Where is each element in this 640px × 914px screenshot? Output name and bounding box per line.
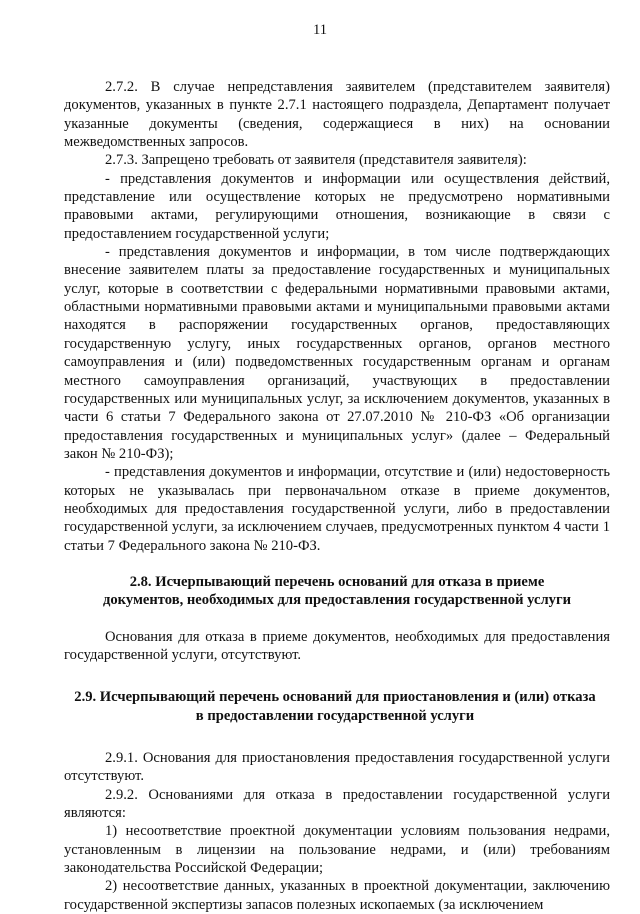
list-item-reason-1: 1) несоответствие проектной документации условиям пользования недрами, установленным в лицензии на пользование недрами, и (или) требованиям законодательства Российской Федерации; — [64, 823, 610, 877]
section-heading-2-9-line-1: 2.9. Исчерпывающий перечень оснований для приостановления и (или) отказа — [74, 689, 596, 706]
paragraph-2-9-2: 2.9.2. Основаниями для отказа в предоставлении государственной услуги являются: — [64, 786, 610, 822]
paragraph-2-7-2: 2.7.2. В случае непредставления заявителем (представителем заявителя) документов, указанных в пункте 2.7.1 настоящего подраздела, Департамент получает указанные документы (сведения, содержащиеся в них) на основании межведомственных запросов. — [64, 79, 610, 151]
paragraph-2-9-1: 2.9.1. Основания для приостановления предоставления государственной услуги отсутствуют. — [64, 750, 610, 785]
section-heading-2-8 — [64, 573, 610, 610]
page-body — [64, 78, 610, 914]
page-number: 11 — [312, 22, 328, 38]
paragraph-2-7-3: 2.7.3. Запрещено требовать от заявителя (представителя заявителя): — [105, 152, 527, 169]
section-heading-2-9-line-2: в предоставлении государственной услуги — [195, 707, 475, 724]
list-item-1: - представления документов и информации или осуществления действий, представление или осуществление которых не предусмотрено нормативными правовыми актами, регулирующими отношения, возникающие в связи с предоставлением государственной услуги; — [64, 170, 610, 242]
list-item-reason-2: 2) несоответствие данных, указанных в проектной документации, заключению государственной экспертизы запасов полезных ископаемых (за исключением — [64, 878, 610, 913]
section-heading-2-8-line-2: документов, необходимых для предоставления государственной услуги — [103, 592, 571, 609]
paragraph-2-8-body: Основания для отказа в приеме документов, необходимых для предоставления государственной услуги, отсутствуют. — [64, 628, 610, 663]
list-item-2: - представления документов и информации, в том числе подтверждающих внесение заявителем платы за предоставление государственных и муниципальных услуг, которые в соответствии с федеральными нормативными правовыми актами, областными нормативными правовыми актами и муниципальными правовыми актами находятся в распоряжении государственных органов, предоставляющих государственную услугу, иных государственных органов, органов местного самоуправления и (или) подведомственных государственным органам и органам местного самоуправления организаций, участвующих в предоставлении государственных или муниципальных услуг, за исключением документов, указанных в части 6 статьи 7 Федерального закона от 27.07.2010 № 210-ФЗ «Об организации предоставления государственных и муниципальных услуг» (далее – Федеральный закон № 210-ФЗ); — [64, 244, 610, 462]
section-heading-2-8-line-1: 2.8. Исчерпывающий перечень оснований для отказа в приеме — [129, 573, 545, 590]
section-heading-2-9 — [60, 688, 610, 725]
list-item-3: - представления документов и информации, отсутствие и (или) недостоверность которых не указывалась при первоначальном отказе в приеме документов, необходимых для предоставления государственной услуги, либо в предоставлении государственной услуги, за исключением случаев, предусмотренных пунктом 4 части 1 статьи 7 Федерального закона № 210-ФЗ. — [64, 464, 610, 554]
